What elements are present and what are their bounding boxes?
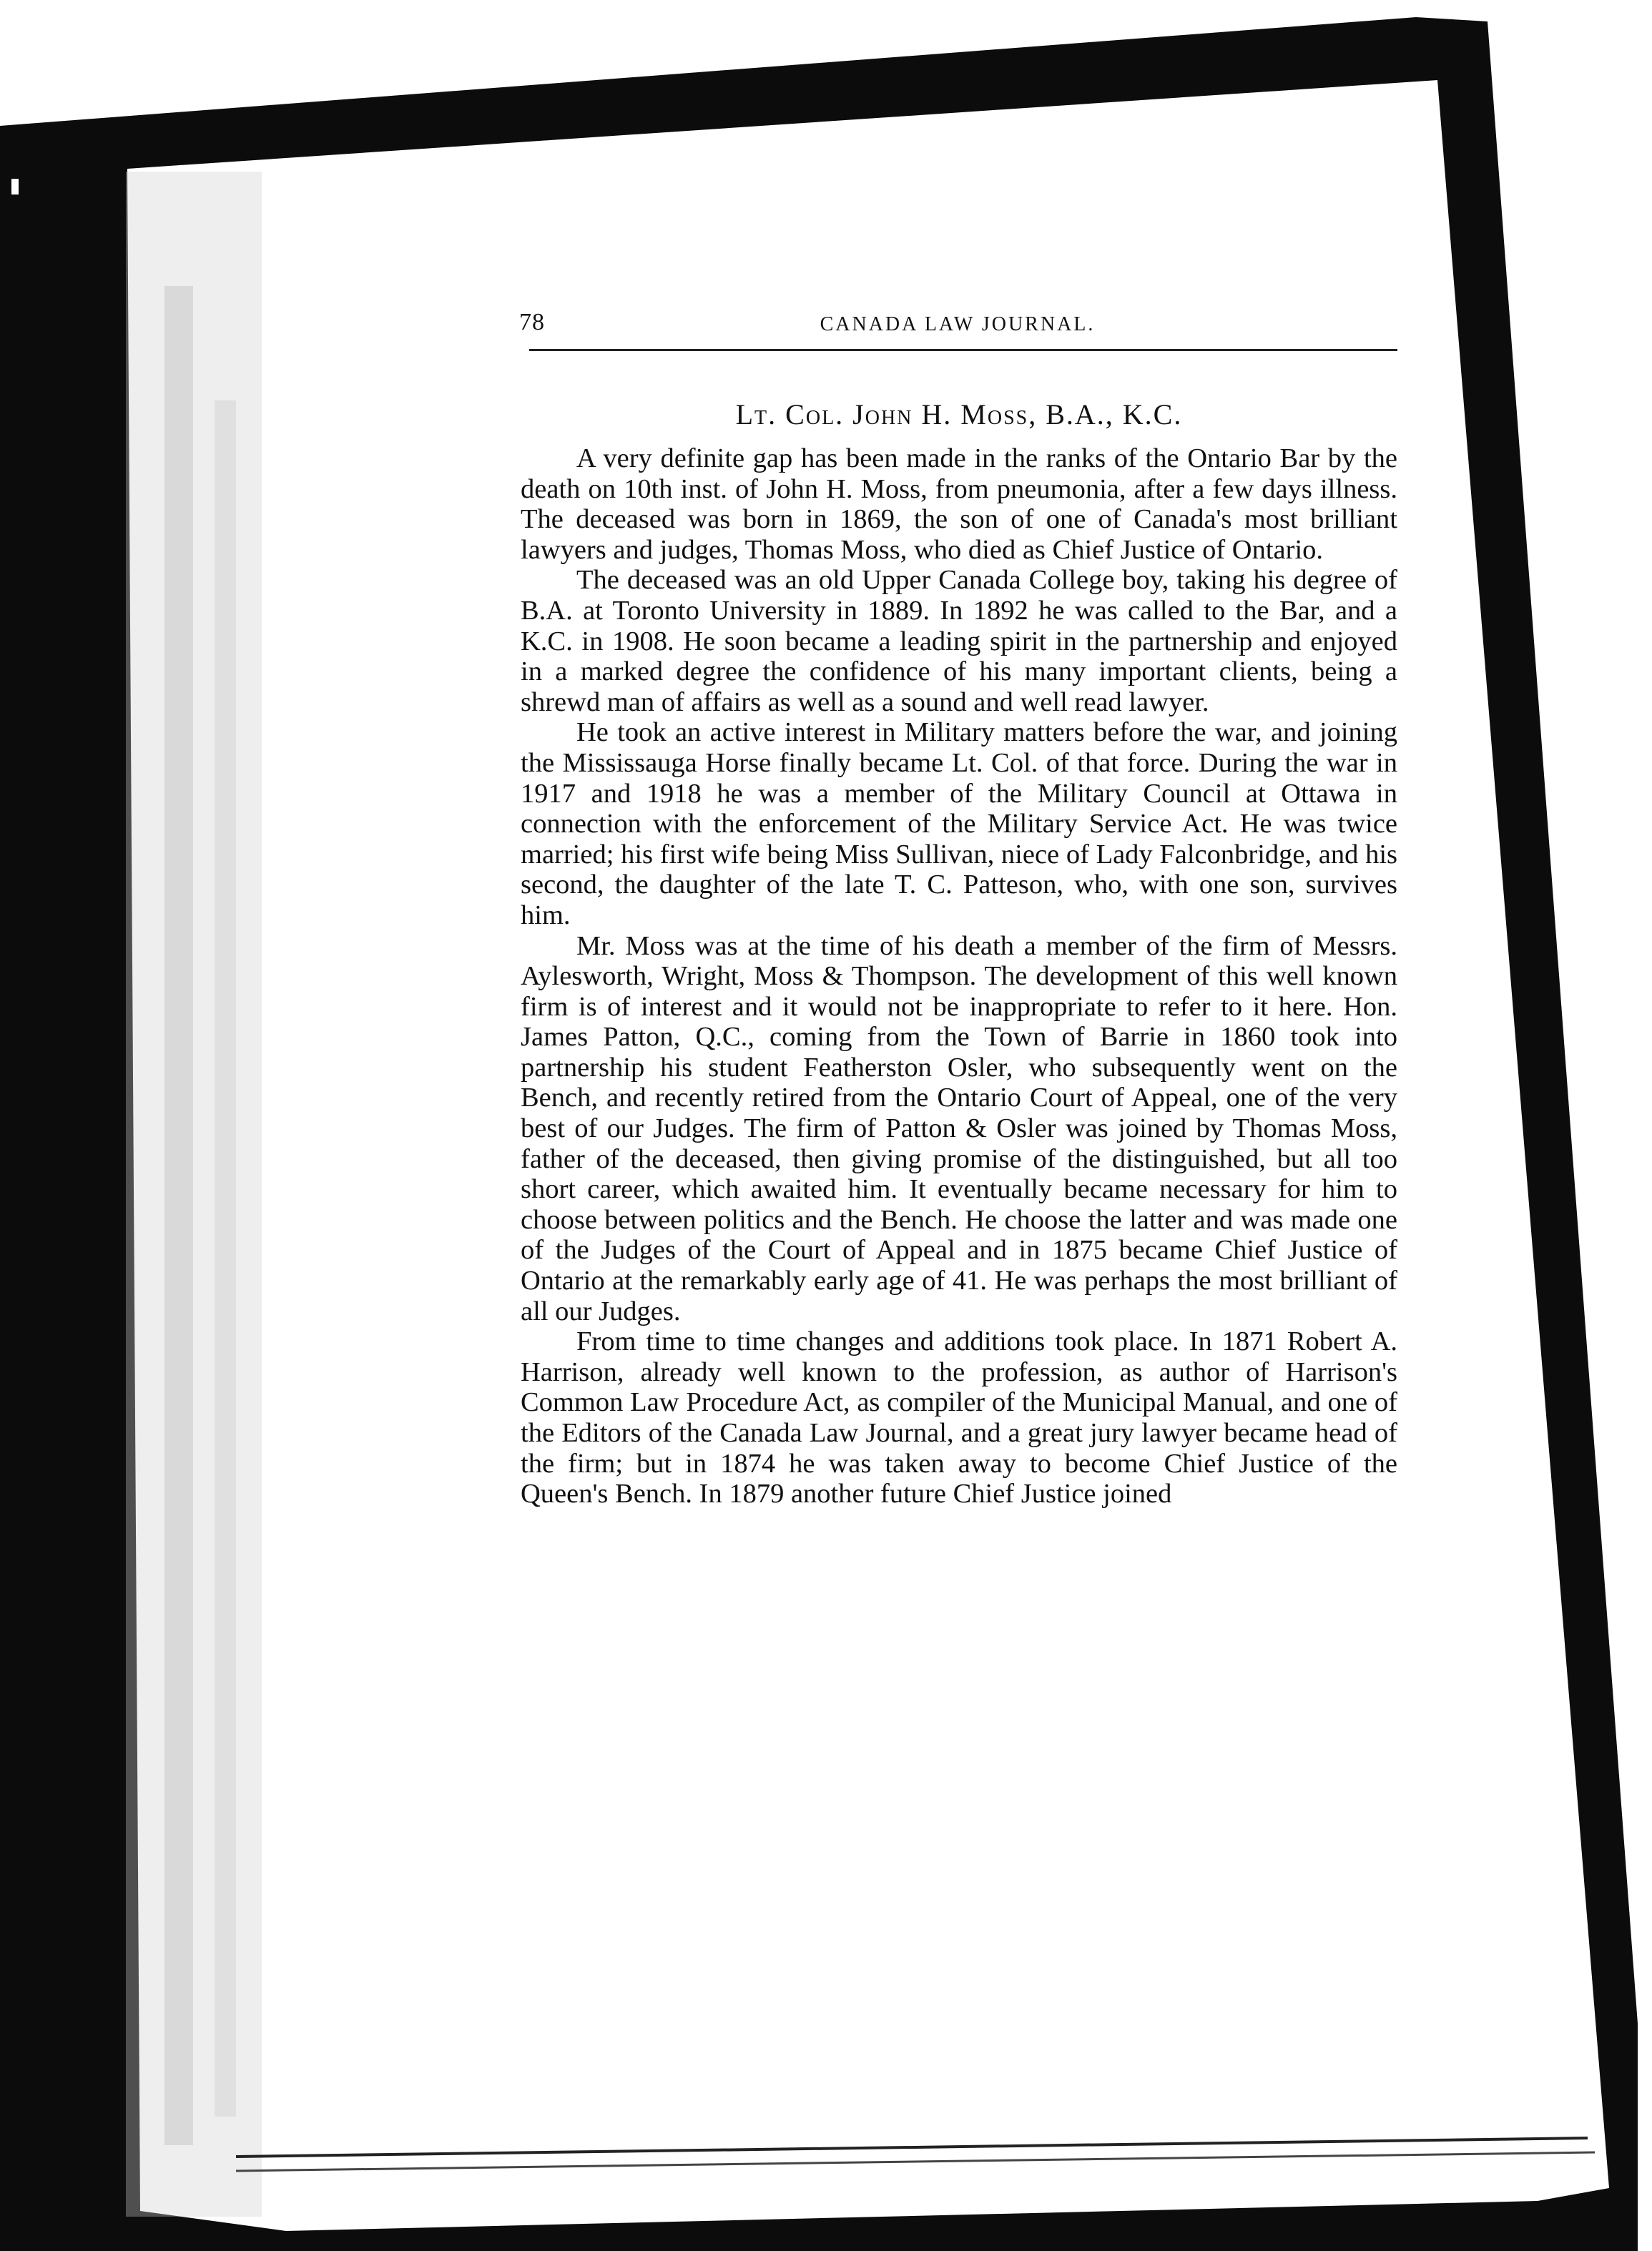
article-title: Lt. Col. John H. Moss, B.A., K.C. [735,398,1183,430]
running-head: CANADA LAW JOURNAL. [820,313,1096,335]
paragraph-5: From time to time changes and additions took place. In 1871 Robert A. Harrison, already well known to the profession, as author of Harrison's Common Law Procedure Act, as compiler of the Municipal Manual, and one of the Editors of the Canada Law Journal, and a great jury lawyer became head of the firm; but in 1874 he was taken away to become Chief Justice of the Queen's Bench. In 1879 another future Chief Justice joined [521,1326,1397,1509]
paragraph-1: A very definite gap has been made in the ranks of the Ontario Bar by the death on 10th inst. of John H. Moss, from pneumonia, after a few days illness. The deceased was born in 1869, the son of one of Canada's most brilliant lawyers and judges, Thomas Moss, who died as Chief Justice of Ontario. [521,443,1397,565]
paragraph-4: Mr. Moss was at the time of his death a member of the firm of Messrs. Aylesworth, Wright, Moss & Thompson. The development of this well known firm is of interest and it would not be inappropriate to refer to it here. Hon. James Patton, Q.C., coming from the Town of Barrie in 1860 took into partnership his student Featherston Osler, who subsequently went on the Bench, and recently retired from the Ontario Court of Appeal, one of the very best of our Judges. The firm of Patton & Osler was joined by Thomas Moss, father of the deceased, then giving promise of the distinguished, but all too short career, which awaited him. It eventually became necessary for him to choose between politics and the Bench. He choose the latter and was made one of the Judges of the Court of Appeal and in 1875 became Chief Justice of Ontario at the remarkably early age of 41. He was perhaps the most brilliant of all our Judges. [521,930,1397,1326]
header-rule [529,349,1397,351]
page-number: 78 [519,309,545,335]
page-header [519,309,1396,352]
paragraph-3: He took an active interest in Military matters before the war, and joining the Mississauga Horse finally became Lt. Col. of that force. During the war in 1917 and 1918 he was a member of the Military Council at Ottawa in connection with the enforcement of the Military Service Act. He was twice married; his first wife being Miss Sullivan, niece of Lady Falconbridge, and his second, the daughter of the late T. C. Patteson, who, with one son, survives him. [521,717,1397,930]
paragraph-2: The deceased was an old Upper Canada College boy, taking his degree of B.A. at Toronto University in 1889. In 1892 he was called to the Bar, and a K.C. in 1908. He soon became a leading spirit in the partnership and enjoyed in a marked degree the confidence of his many important clients, being a shrewd man of affairs as well as a sound and well read lawyer. [521,565,1397,717]
article [521,398,1397,1509]
